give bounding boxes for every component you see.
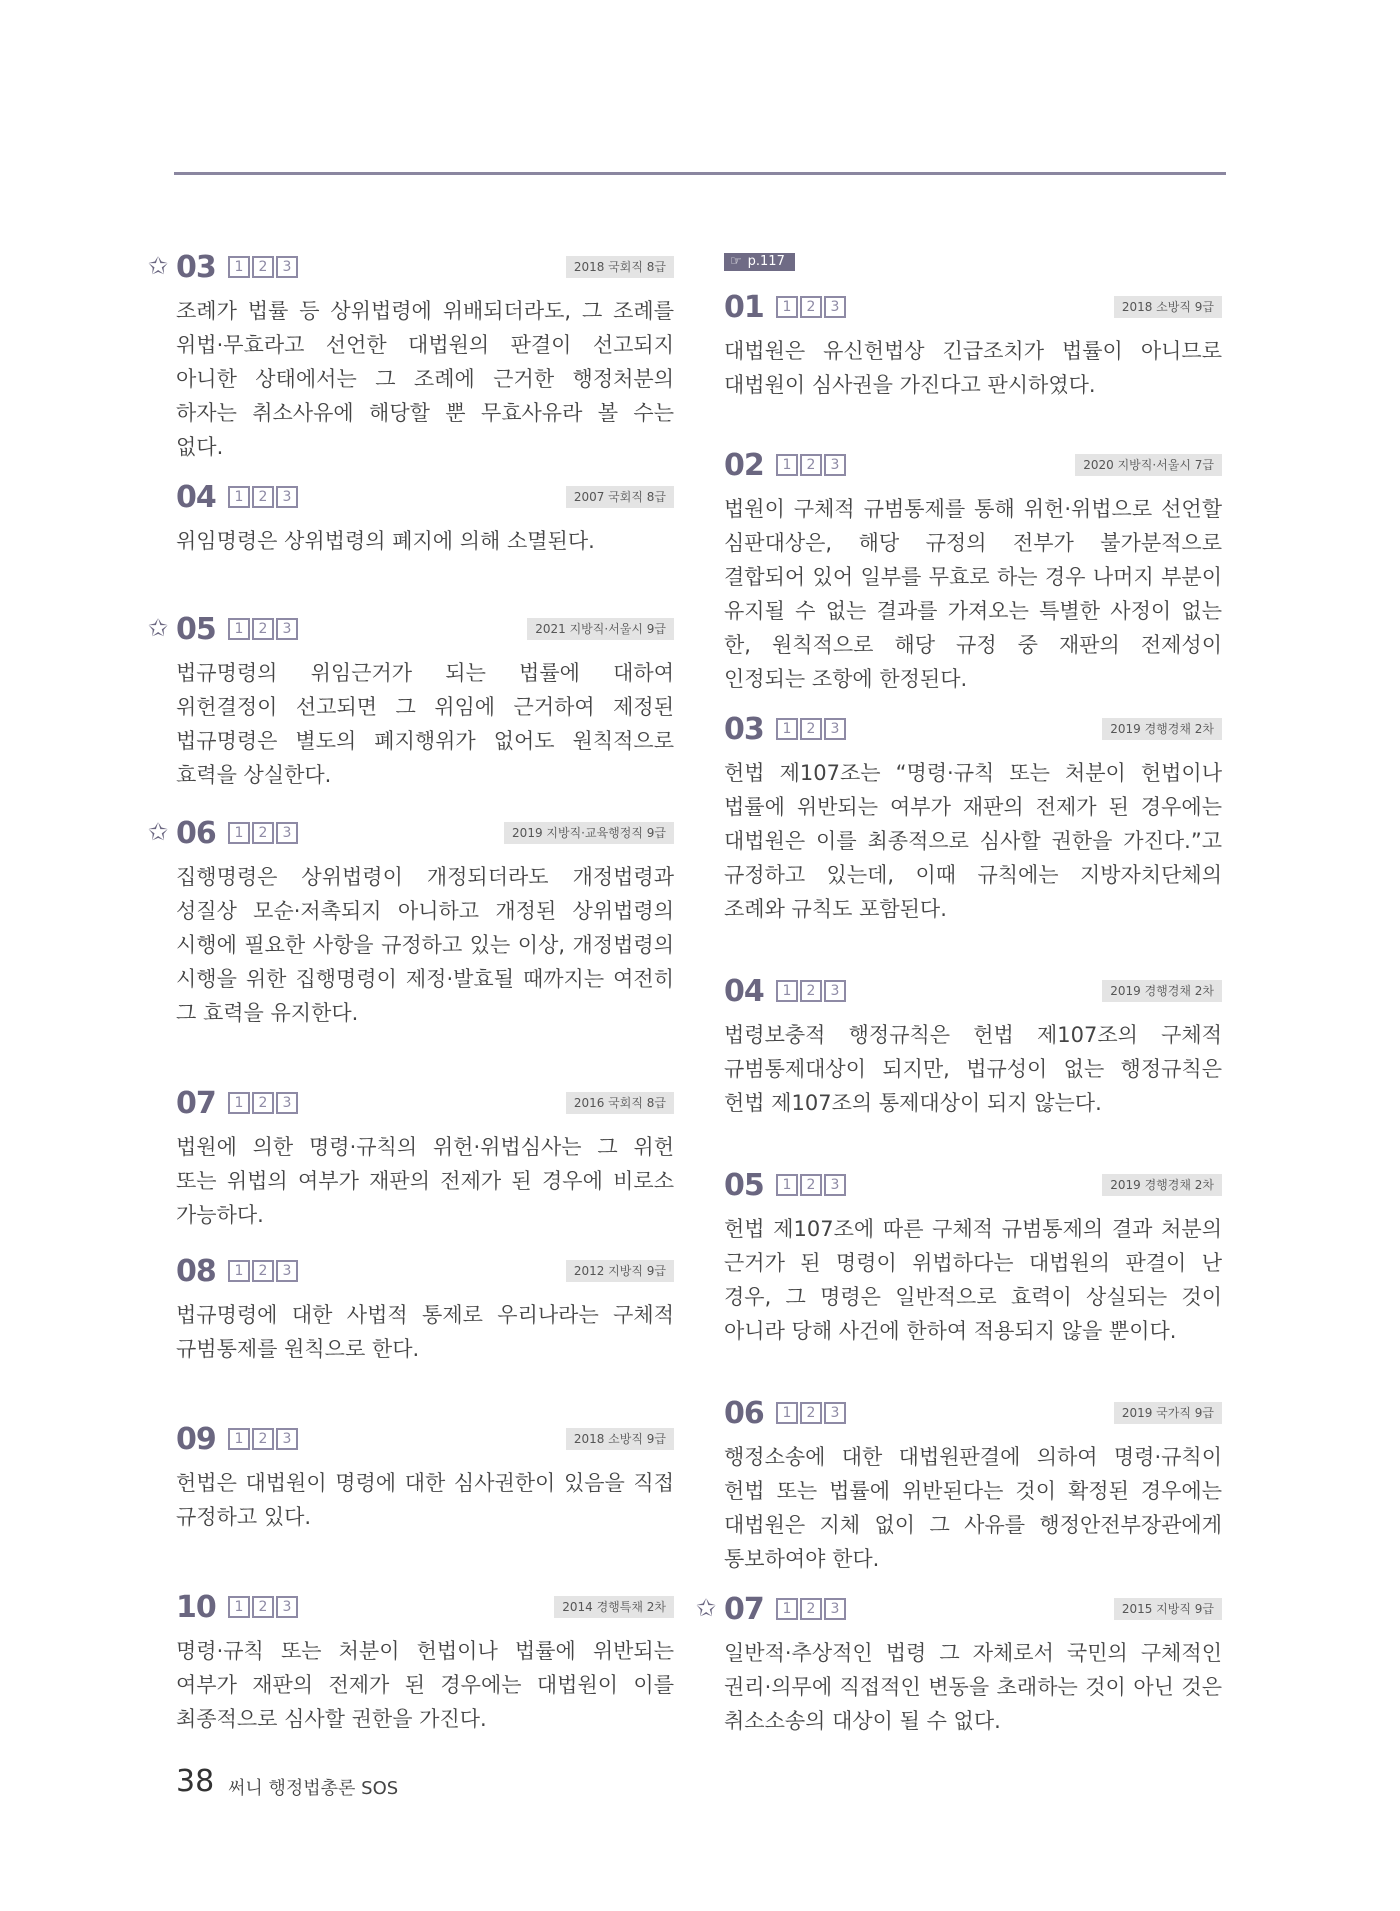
question-text: 헌법 제107조는 “명령·규칙 또는 처분이 헌법이나 법률에 위반되는 여부가 재판의 전제가 된 경우에는 대법원은 이를 최종적으로 심사할 권한을 가진다.”고 규정하고 있는데, 이때 규칙에는 지방자치단체의 조례와 규칙도 포함된다.: [724, 761, 1222, 921]
question-text: 법원이 구체적 규범통제를 통해 위헌·위법으로 선언할 심판대상은, 해당 규정의 전부가 불가분적으로 결합되어 있어 일부를 무효로 하는 경우 나머지 부분이 유지될 수 없는 결과를 가져오는 특별한 사정이 없는 한, 원칙적으로 해당 규정 중 재판의 전제성이 인정되는 조항에 한정된다.: [724, 497, 1222, 691]
check-box[interactable]: 2: [252, 822, 274, 844]
question-number: 10: [176, 1590, 216, 1625]
question-text: 법규명령에 대한 사법적 통제로 우리나라는 구체적 규범통제를 원칙으로 한다.: [176, 1303, 674, 1361]
exam-source-badge: 2019 경행경채 2차: [1102, 718, 1222, 740]
page-reference-label: p.117: [747, 254, 785, 269]
review-checkboxes[interactable]: [776, 980, 846, 1002]
exam-source-badge: 2019 지방직·교육행정직 9급: [504, 822, 674, 844]
question-number: 08: [176, 1254, 216, 1289]
question-number: 01: [724, 290, 764, 325]
check-box[interactable]: 2: [800, 1598, 822, 1620]
exam-source-badge: 2012 지방직 9급: [566, 1260, 674, 1282]
header-rule: [174, 172, 1226, 175]
exam-source-badge: 2015 지방직 9급: [1114, 1598, 1222, 1620]
check-box[interactable]: 3: [824, 1174, 846, 1196]
check-box[interactable]: 3: [824, 1598, 846, 1620]
review-checkboxes[interactable]: [776, 1174, 846, 1196]
review-checkboxes[interactable]: [228, 486, 298, 508]
check-box[interactable]: 2: [252, 256, 274, 278]
page-number: 38: [176, 1764, 215, 1799]
review-checkboxes[interactable]: [228, 256, 298, 278]
check-box[interactable]: 1: [228, 486, 250, 508]
question-text: 법규명령의 위임근거가 되는 법률에 대하여 위헌결정이 선고되면 그 위임에 근거하여 제정된 법규명령은 별도의 폐지행위가 없어도 원칙적으로 효력을 상실한다.: [176, 661, 674, 787]
question-text: 조례가 법률 등 상위법령에 위배되더라도, 그 조례를 위법·무효라고 선언한 대법원의 판결이 선고되지 아니한 상태에서는 그 조례에 근거한 행정처분의 하자는 취소사유에 해당할 뿐 무효사유라 볼 수는 없다.: [176, 299, 674, 459]
question-item: [724, 1396, 1222, 1576]
exam-source-badge: 2016 국회직 8급: [566, 1092, 674, 1114]
check-box[interactable]: 2: [800, 1402, 822, 1424]
check-box[interactable]: 3: [824, 454, 846, 476]
check-box[interactable]: 3: [276, 256, 298, 278]
check-box[interactable]: 3: [276, 1596, 298, 1618]
check-box[interactable]: 1: [228, 822, 250, 844]
question-item: [724, 290, 1222, 402]
book-title: 써니 행정법총론 SOS: [228, 1778, 399, 1799]
question-item: [176, 1422, 674, 1534]
exam-source-badge: 2020 지방직·서울시 7급: [1075, 454, 1222, 476]
question-number: 05: [176, 612, 216, 647]
question-text: 헌법은 대법원이 명령에 대한 심사권한이 있음을 직접 규정하고 있다.: [176, 1471, 674, 1529]
check-box[interactable]: 3: [276, 822, 298, 844]
exam-source-badge: 2019 경행경채 2차: [1102, 1174, 1222, 1196]
question-number: 03: [176, 250, 216, 285]
question-item: [176, 1254, 674, 1366]
check-box[interactable]: 2: [252, 1428, 274, 1450]
question-number: 06: [176, 816, 216, 851]
question-text: 집행명령은 상위법령이 개정되더라도 개정법령과 성질상 모순·저촉되지 아니하고 개정된 상위법령의 시행에 필요한 사항을 규정하고 있는 이상, 개정법령의 시행을 위한 집행명령이 제정·발효될 때까지는 여전히 그 효력을 유지한다.: [176, 865, 674, 1025]
question-number: 07: [724, 1592, 764, 1627]
review-checkboxes[interactable]: [228, 618, 298, 640]
review-checkboxes[interactable]: [776, 1598, 846, 1620]
question-item: [724, 712, 1222, 926]
question-item: [148, 612, 674, 792]
exam-source-badge: 2014 경행특채 2차: [554, 1596, 674, 1618]
check-box[interactable]: 3: [276, 618, 298, 640]
check-box[interactable]: 3: [276, 1092, 298, 1114]
check-box[interactable]: 1: [776, 1174, 798, 1196]
star-icon: ✩: [148, 614, 169, 642]
review-checkboxes[interactable]: [228, 822, 298, 844]
question-text: 일반적·추상적인 법령 그 자체로서 국민의 구체적인 권리·의무에 직접적인 변동을 초래하는 것이 아닌 것은 취소소송의 대상이 될 수 없다.: [724, 1641, 1222, 1733]
check-box[interactable]: 3: [276, 486, 298, 508]
review-checkboxes[interactable]: [776, 454, 846, 476]
question-item: [724, 974, 1222, 1120]
question-number: 09: [176, 1422, 216, 1457]
check-box[interactable]: 1: [776, 980, 798, 1002]
question-item: [148, 250, 674, 464]
check-box[interactable]: 1: [228, 1428, 250, 1450]
check-box[interactable]: 1: [776, 454, 798, 476]
review-checkboxes[interactable]: [776, 296, 846, 318]
check-box[interactable]: 2: [252, 1596, 274, 1618]
exam-source-badge: 2007 국회직 8급: [566, 486, 674, 508]
check-box[interactable]: 1: [228, 256, 250, 278]
check-box[interactable]: 1: [228, 618, 250, 640]
question-number: 02: [724, 448, 764, 483]
question-number: 03: [724, 712, 764, 747]
check-box[interactable]: 1: [776, 1402, 798, 1424]
check-box[interactable]: 1: [776, 718, 798, 740]
question-item: [176, 1590, 674, 1736]
exam-source-badge: 2018 소방직 9급: [1114, 296, 1222, 318]
question-item: [724, 448, 1222, 696]
check-box[interactable]: 1: [228, 1092, 250, 1114]
check-box[interactable]: 3: [824, 296, 846, 318]
check-box[interactable]: 2: [800, 1174, 822, 1196]
star-icon: ✩: [696, 1594, 717, 1622]
check-box[interactable]: 3: [824, 718, 846, 740]
review-checkboxes[interactable]: [776, 1402, 846, 1424]
review-checkboxes[interactable]: [228, 1428, 298, 1450]
question-text: 법원에 의한 명령·규칙의 위헌·위법심사는 그 위헌 또는 위법의 여부가 재판의 전제가 된 경우에 비로소 가능하다.: [176, 1135, 674, 1227]
question-text: 헌법 제107조에 따른 구체적 규범통제의 결과 처분의 근거가 된 명령이 위법하다는 대법원의 판결이 난 경우, 그 명령은 일반적으로 효력이 상실되는 것이 아니라 당해 사건에 한하여 적용되지 않을 뿐이다.: [724, 1217, 1222, 1343]
pointing-hand-icon: ☞: [730, 254, 742, 269]
question-text: 위임명령은 상위법령의 폐지에 의해 소멸된다.: [176, 529, 595, 553]
review-checkboxes[interactable]: [228, 1092, 298, 1114]
check-box[interactable]: 2: [800, 718, 822, 740]
review-checkboxes[interactable]: [776, 718, 846, 740]
question-text: 대법원은 유신헌법상 긴급조치가 법률이 아니므로 대법원이 심사권을 가진다고 판시하였다.: [724, 339, 1222, 397]
check-box[interactable]: 2: [252, 1092, 274, 1114]
check-box[interactable]: 2: [252, 1260, 274, 1282]
star-icon: ✩: [148, 252, 169, 280]
exam-source-badge: 2019 국가직 9급: [1114, 1402, 1222, 1424]
question-number: 06: [724, 1396, 764, 1431]
question-number: 05: [724, 1168, 764, 1203]
check-box[interactable]: 2: [800, 454, 822, 476]
check-box[interactable]: 2: [800, 980, 822, 1002]
exam-source-badge: 2018 소방직 9급: [566, 1428, 674, 1450]
question-number: 04: [176, 480, 216, 515]
exam-source-badge: 2021 지방직·서울시 9급: [527, 618, 674, 640]
check-box[interactable]: 1: [776, 296, 798, 318]
check-box[interactable]: 2: [252, 618, 274, 640]
question-number: 07: [176, 1086, 216, 1121]
check-box[interactable]: 1: [776, 1598, 798, 1620]
star-icon: ✩: [148, 818, 169, 846]
question-item: [176, 480, 674, 558]
question-text: 법령보충적 행정규칙은 헌법 제107조의 구체적 규범통제대상이 되지만, 법규성이 없는 행정규칙은 헌법 제107조의 통제대상이 되지 않는다.: [724, 1023, 1222, 1115]
question-item: [148, 816, 674, 1030]
question-item: [724, 1168, 1222, 1348]
page-reference-tag: [724, 253, 795, 271]
question-item: [176, 1086, 674, 1232]
check-box[interactable]: 3: [824, 980, 846, 1002]
check-box[interactable]: 1: [228, 1260, 250, 1282]
question-item: [696, 1592, 1222, 1738]
check-box[interactable]: 3: [824, 1402, 846, 1424]
check-box[interactable]: 2: [800, 296, 822, 318]
question-text: 행정소송에 대한 대법원판결에 의하여 명령·규칙이 헌법 또는 법률에 위반된다는 것이 확정된 경우에는 대법원은 지체 없이 그 사유를 행정안전부장관에게 통보하여야 한다.: [724, 1445, 1222, 1571]
review-checkboxes[interactable]: [228, 1596, 298, 1618]
review-checkboxes[interactable]: [228, 1260, 298, 1282]
check-box[interactable]: 2: [252, 486, 274, 508]
exam-source-badge: 2019 경행경채 2차: [1102, 980, 1222, 1002]
exam-source-badge: 2018 국회직 8급: [566, 256, 674, 278]
check-box[interactable]: 1: [228, 1596, 250, 1618]
question-number: 04: [724, 974, 764, 1009]
check-box[interactable]: 3: [276, 1260, 298, 1282]
check-box[interactable]: 3: [276, 1428, 298, 1450]
question-text: 명령·규칙 또는 처분이 헌법이나 법률에 위반되는 여부가 재판의 전제가 된 경우에는 대법원이 이를 최종적으로 심사할 권한을 가진다.: [176, 1639, 674, 1731]
